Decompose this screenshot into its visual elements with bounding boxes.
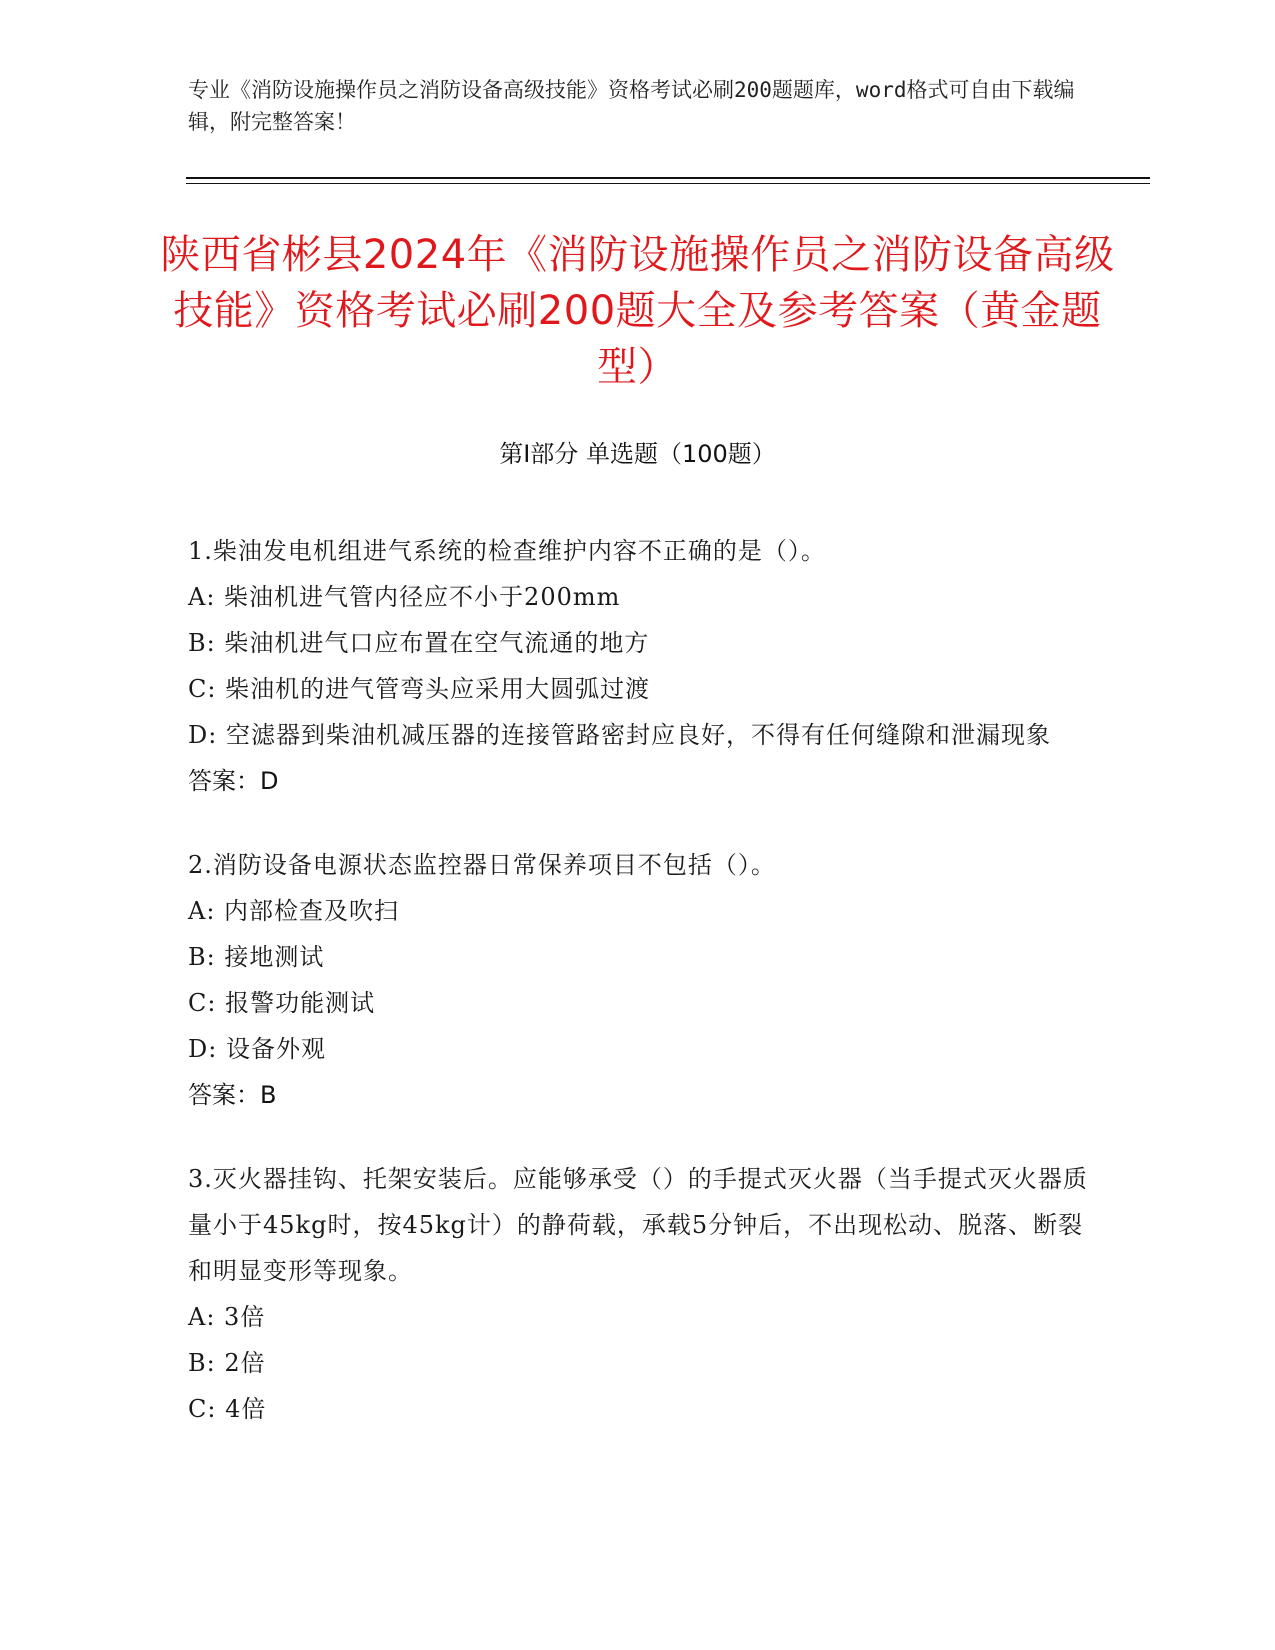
option-c: C: 4倍 — [188, 1395, 267, 1423]
option-a: A: 柴油机进气管内径应不小于200mm — [188, 583, 621, 611]
answer-line: 答案：D — [188, 767, 279, 795]
option-c: C: 报警功能测试 — [188, 989, 376, 1017]
question-3 — [188, 1156, 1088, 1432]
option-a: A: 内部检查及吹扫 — [188, 897, 400, 925]
document-title: 陕西省彬县2024年《消防设施操作员之消防设备高级技能》资格考试必刷200题大全及参考答案（黄金题型） — [160, 232, 1115, 390]
question-2 — [188, 842, 1088, 1118]
option-b: B: 2倍 — [188, 1349, 266, 1377]
question-stem: 2.消防设备电源状态监控器日常保养项目不包括（）。 — [188, 851, 776, 879]
option-c: C: 柴油机的进气管弯头应采用大圆弧过渡 — [188, 675, 651, 703]
header-divider-thick — [186, 177, 1150, 179]
option-b: B: 柴油机进气口应布置在空气流通的地方 — [188, 629, 650, 657]
header-note: 专业《消防设施操作员之消防设备高级技能》资格考试必刷200题题库，word格式可自由下载编辑，附完整答案！ — [188, 78, 1075, 134]
option-d: D: 设备外观 — [188, 1035, 326, 1063]
question-1 — [188, 528, 1088, 804]
option-b: B: 接地测试 — [188, 943, 325, 971]
question-stem: 3.灭火器挂钩、托架安装后。应能够承受（）的手提式灭火器（当手提式灭火器质量小于45kg时，按45kg计）的静荷载，承载5分钟后，不出现松动、脱落、断裂和明显变形等现象。 — [188, 1165, 1088, 1285]
question-list — [188, 528, 1088, 1470]
question-stem: 1.柴油发电机组进气系统的检查维护内容不正确的是（）。 — [188, 537, 826, 565]
section-heading: 第Ⅰ部分 单选题（100题） — [499, 440, 776, 468]
option-d: D: 空滤器到柴油机减压器的连接管路密封应良好，不得有任何缝隙和泄漏现象 — [188, 721, 1051, 749]
answer-line: 答案：B — [188, 1081, 277, 1109]
option-a: A: 3倍 — [188, 1303, 266, 1331]
header-divider-thin — [186, 183, 1150, 184]
